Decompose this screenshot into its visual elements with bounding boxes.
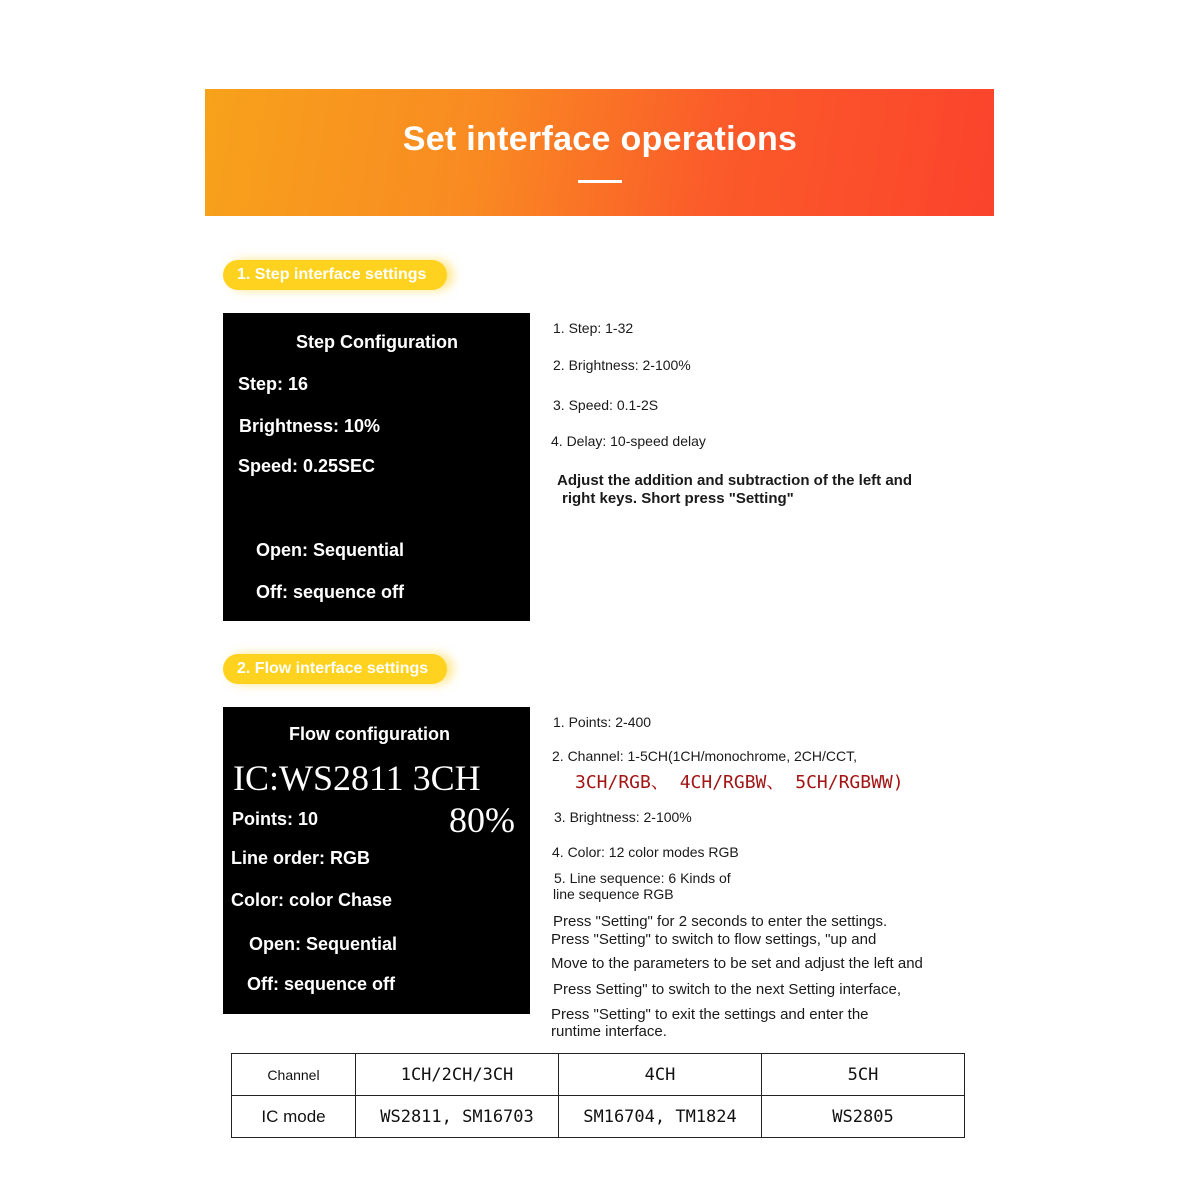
flow-config-screen: [223, 707, 530, 1014]
note-adjust-line1: Adjust the addition and subtraction of the left and: [557, 472, 912, 489]
table-cell-ic-2: SM16704, TM1824: [559, 1096, 762, 1138]
table-cell-ic-1: WS2811, SM16703: [356, 1096, 559, 1138]
title-underline: [578, 180, 622, 183]
flow-screen-title: Flow configuration: [289, 724, 450, 744]
table-cell-channel-3: 5CH: [762, 1054, 965, 1096]
flow-line-order: Line order: RGB: [231, 848, 371, 868]
step-off-mode: Off: sequence off: [256, 582, 405, 602]
table-cell-ic-3: WS2805: [762, 1096, 965, 1138]
step-config-screen: [223, 313, 530, 621]
table-cell-channel-2: 4CH: [559, 1054, 762, 1096]
note-flow-brightness: 3. Brightness: 2-100%: [554, 809, 692, 825]
flow-points-value: Points: 10: [232, 809, 319, 829]
flow-open-mode: Open: Sequential: [249, 934, 398, 954]
table-header-channel: Channel: [232, 1054, 356, 1096]
ic-mode-table: [231, 1053, 965, 1138]
table-cell-channel-1: 1CH/2CH/3CH: [356, 1054, 559, 1096]
flow-percent: 80%: [449, 800, 515, 840]
flow-off-mode: Off: sequence off: [247, 974, 396, 994]
step-speed-value: Speed: 0.25SEC: [238, 456, 376, 476]
instruction-line-2: Press "Setting" to switch to flow settings, "up and: [551, 931, 877, 948]
instruction-line-4: Press Setting" to switch to the next Setting interface,: [553, 981, 902, 998]
note-channel-types: 3CH/RGB、 4CH/RGBW、 5CH/RGBWW): [575, 772, 904, 793]
step-brightness-value: Brightness: 10%: [239, 416, 381, 436]
flow-color-mode: Color: color Chase: [231, 890, 393, 910]
step-screen-title: Step Configuration: [296, 332, 458, 352]
note-adjust-line2: right keys. Short press "Setting": [562, 490, 794, 507]
table-row-channel: [232, 1054, 965, 1096]
note-step-range: 1. Step: 1-32: [553, 320, 634, 336]
note-speed-range: 3. Speed: 0.1-2S: [553, 397, 659, 413]
step-open-mode: Open: Sequential: [256, 540, 405, 560]
note-brightness-range: 2. Brightness: 2-100%: [553, 357, 691, 373]
table-header-ic-mode: IC mode: [232, 1096, 356, 1138]
note-line-sequence-2: line sequence RGB: [553, 886, 674, 902]
page-title: Set interface operations: [402, 120, 798, 158]
section-tag-step: 1. Step interface settings: [223, 260, 447, 290]
instruction-line-6: runtime interface.: [551, 1023, 667, 1040]
flow-ic-type: IC:WS2811 3CH: [233, 758, 481, 798]
step-value: Step: 16: [238, 374, 309, 394]
section-tag-flow: 2. Flow interface settings: [223, 654, 447, 684]
instruction-line-5: Press "Setting" to exit the settings and enter the: [551, 1006, 869, 1023]
table-row-ic-mode: [232, 1096, 965, 1138]
instruction-line-1: Press "Setting" for 2 seconds to enter the settings.: [553, 913, 888, 930]
note-points-range: 1. Points: 2-400: [553, 714, 652, 730]
note-channel-range: 2. Channel: 1-5CH(1CH/monochrome, 2CH/CCT,: [552, 748, 857, 764]
note-line-sequence-1: 5. Line sequence: 6 Kinds of: [554, 870, 731, 886]
note-color-modes: 4. Color: 12 color modes RGB: [552, 844, 739, 860]
note-delay: 4. Delay: 10-speed delay: [551, 433, 706, 449]
instruction-line-3: Move to the parameters to be set and adjust the left and: [551, 955, 923, 972]
